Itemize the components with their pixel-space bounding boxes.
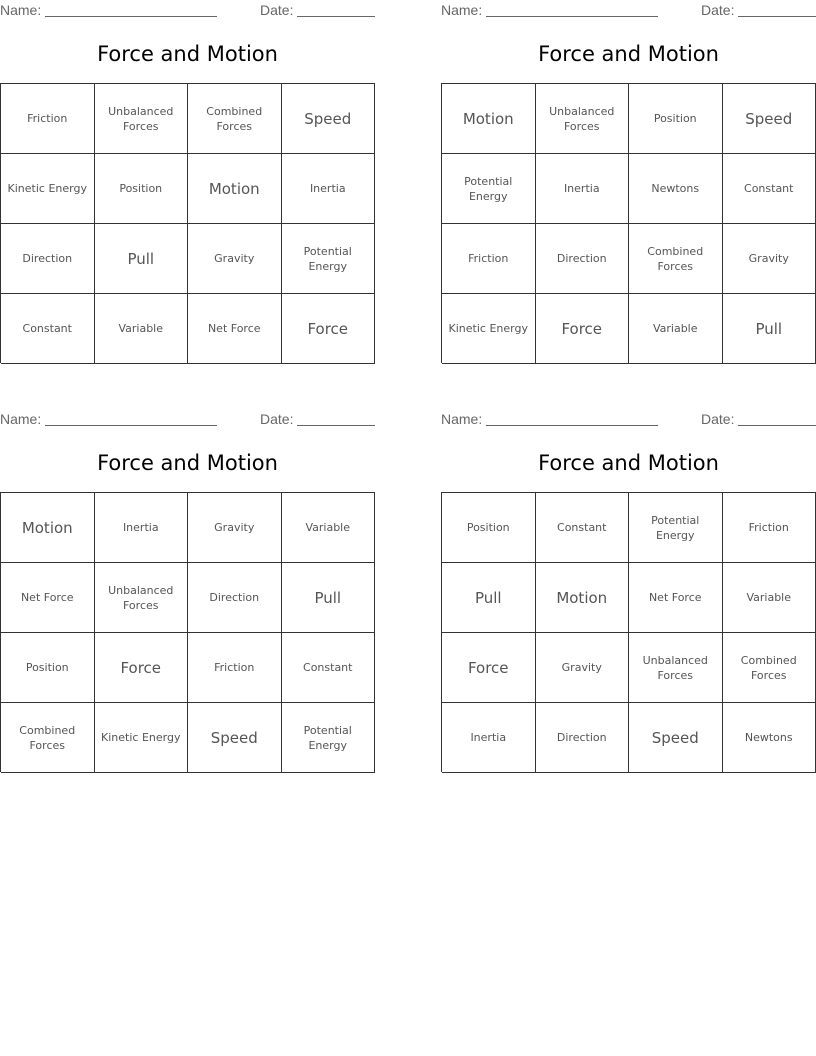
bingo-cell: Constant [723,154,816,224]
bingo-card [0,0,376,372]
bingo-cell: Direction [536,703,630,773]
bingo-cell: Unbalanced Forces [95,84,189,154]
bingo-cell: Position [629,84,723,154]
name-label: Name: [0,2,42,18]
bingo-cell: Constant [282,633,376,703]
name-blank-line [45,16,217,17]
bingo-cell: Position [1,633,95,703]
bingo-cell: Combined Forces [188,84,282,154]
card-title: Force and Motion [538,42,719,66]
bingo-cell: Speed [629,703,723,773]
name-label: Name: [441,411,483,427]
bingo-cell: Newtons [723,703,816,773]
bingo-card [0,409,376,781]
date-blank-line [738,16,816,17]
bingo-cell: Force [95,633,189,703]
bingo-cell: Inertia [536,154,630,224]
bingo-cell: Unbalanced Forces [95,563,189,633]
name-label: Name: [0,411,42,427]
bingo-cell: Kinetic Energy [442,294,536,364]
date-label: Date: [701,2,735,18]
bingo-cell: Constant [536,493,630,563]
bingo-cell: Kinetic Energy [1,154,95,224]
bingo-card [441,0,816,372]
bingo-cell: Force [282,294,376,364]
name-label: Name: [441,2,483,18]
name-date-header [441,2,816,20]
date-label: Date: [701,411,735,427]
name-blank-line [486,16,658,17]
bingo-cell: Pull [723,294,816,364]
bingo-cell: Variable [95,294,189,364]
bingo-cell: Combined Forces [1,703,95,773]
bingo-cell: Motion [442,84,536,154]
bingo-cell: Speed [188,703,282,773]
bingo-cell: Potential Energy [629,493,723,563]
bingo-cell: Net Force [1,563,95,633]
bingo-cell: Position [442,493,536,563]
bingo-cell: Constant [1,294,95,364]
bingo-cell: Pull [282,563,376,633]
bingo-cell: Variable [629,294,723,364]
bingo-cell: Speed [282,84,376,154]
date-label: Date: [260,411,294,427]
date-blank-line [297,425,375,426]
bingo-cell: Force [442,633,536,703]
bingo-card [441,409,816,781]
bingo-cell: Gravity [536,633,630,703]
bingo-cell: Combined Forces [629,224,723,294]
bingo-cell: Friction [188,633,282,703]
date-blank-line [297,16,375,17]
bingo-cell: Force [536,294,630,364]
bingo-cell: Inertia [282,154,376,224]
bingo-cell: Direction [536,224,630,294]
card-title: Force and Motion [97,42,278,66]
bingo-cell: Kinetic Energy [95,703,189,773]
bingo-cell: Friction [442,224,536,294]
bingo-cell: Gravity [723,224,816,294]
bingo-cell: Potential Energy [282,703,376,773]
date-label: Date: [260,2,294,18]
bingo-cell: Unbalanced Forces [536,84,630,154]
bingo-cell: Net Force [188,294,282,364]
bingo-cell: Combined Forces [723,633,816,703]
bingo-cell: Net Force [629,563,723,633]
bingo-grid [0,83,375,363]
bingo-cell: Unbalanced Forces [629,633,723,703]
bingo-cell: Friction [723,493,816,563]
card-title: Force and Motion [538,451,719,475]
bingo-cell: Direction [1,224,95,294]
bingo-cell: Gravity [188,493,282,563]
bingo-cell: Variable [282,493,376,563]
bingo-cell: Gravity [188,224,282,294]
bingo-cell: Position [95,154,189,224]
bingo-cell: Direction [188,563,282,633]
bingo-cell: Variable [723,563,816,633]
bingo-cell: Motion [188,154,282,224]
bingo-grid [0,492,375,772]
bingo-cell: Speed [723,84,816,154]
name-date-header [0,411,376,429]
bingo-cell: Pull [95,224,189,294]
name-blank-line [486,425,658,426]
bingo-cell: Inertia [95,493,189,563]
bingo-cell: Potential Energy [442,154,536,224]
bingo-cell: Motion [1,493,95,563]
bingo-grid [441,83,816,363]
name-date-header [441,411,816,429]
name-blank-line [45,425,217,426]
bingo-cell: Newtons [629,154,723,224]
bingo-cell: Motion [536,563,630,633]
bingo-cell: Potential Energy [282,224,376,294]
bingo-cell: Inertia [442,703,536,773]
bingo-cell: Friction [1,84,95,154]
name-date-header [0,2,376,20]
date-blank-line [738,425,816,426]
bingo-grid [441,492,816,772]
card-title: Force and Motion [97,451,278,475]
bingo-cell: Pull [442,563,536,633]
